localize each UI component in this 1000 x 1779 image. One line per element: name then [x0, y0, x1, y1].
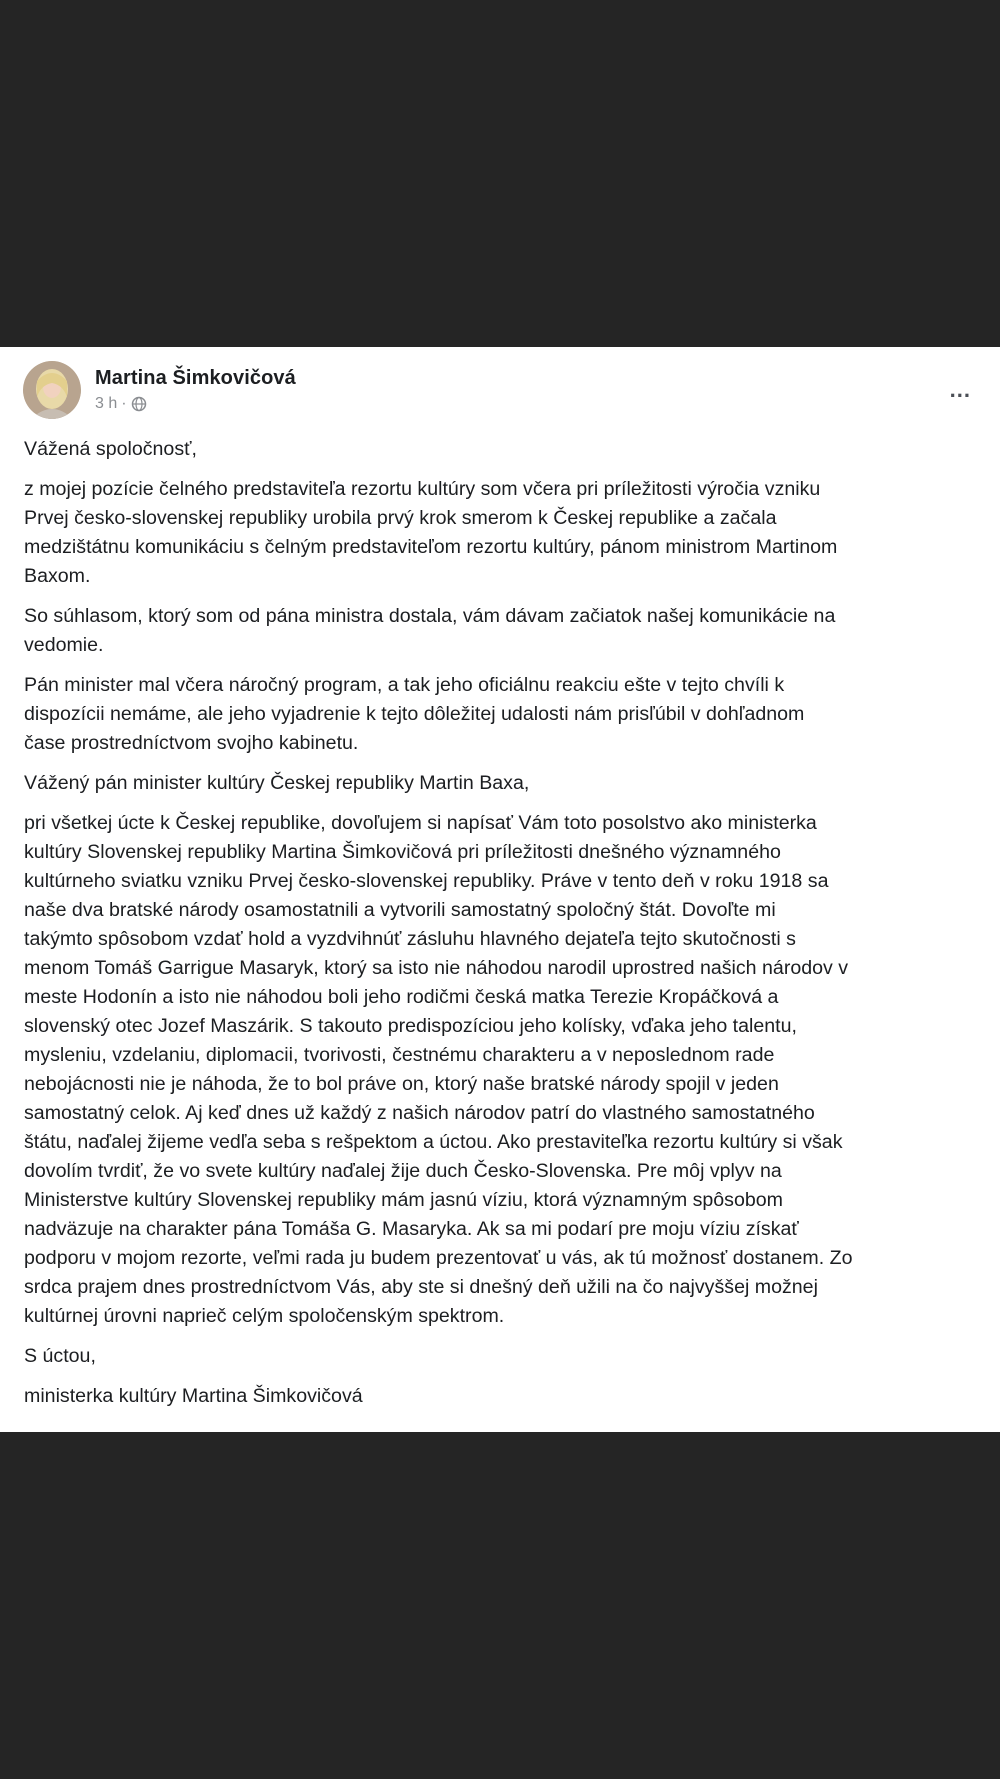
post-paragraph: S úctou,: [24, 1345, 96, 1367]
avatar-image: [23, 361, 81, 419]
facebook-post-card: [0, 347, 1000, 1432]
post-header: [23, 361, 977, 423]
post-paragraph: Pán minister mal včera náročný program, a tak jeho oficiálnu reakciu ešte v tejto chvíli k dispozícii nemáme, ale jeho vyjadrenie k tejto dôležitej udalosti nám prisľúbil v dohľadnom čase prostredníctvom svojho kabinetu.: [24, 674, 805, 754]
post-paragraph: pri všetkej úcte k Českej republike, dovoľujem si napísať Vám toto posolstvo ako ministerka kultúry Slovenskej republiky Martina Šimkovičová pri príležitosti dnešného významného kultúrneho sviatku vzniku Prvej česko-slovenskej republiky. Práve v tento deň v roku 1918 sa naše dva bratské národy osamostatnili a vytvorili samostatný spoločný štát. Dovoľte mi takýmto spôsobom vzdať hold a vyzdvihnúť zásluhu hlavného dejateľa tejto skutočnosti s menom Tomáš Garrigue Masaryk, ktorý sa isto nie náhodou narodil uprostred našich národov v meste Hodonín a isto nie náhodou boli jeho rodičmi česká matka Terezie Kropáčková a slovenský otec Jozef Maszárik. S takouto predispozíciou jeho kolísky, vďaka jeho talentu, mysleniu, vzdelaniu, diplomacii, tvorivosti, čestnému charakteru a v neposlednom rade nebojácnosti nie je náhoda, že to bol práve on, ktorý naše bratské národy spojil v jeden samostatný celok. Aj keď dnes už každý z našich národov patrí do vlastného samostatného štátu, naďalej žijeme vedľa seba s rešpektom a úctou. Ako prestaviteľka rezortu kultúry si však dovolím tvrdiť, že vo svete kultúry naďalej žije duch Česko-Slovenska. Pre môj vplyv na Ministerstve kultúry Slovenskej republiky mám jasnú víziu, ktorá významným spôsobom nadväzuje na charakter pána Tomáša G. Masaryka. Ak sa mi podarí pre moju víziu získať podporu v mojom rezorte, veľmi rada ju budem prezentovať u vás, ak tú možnosť dostanem. Zo srdca prajem dnes prostredníctvom Vás, aby ste si dnešný deň užili na čo najvyššej možnej kultúrnej úrovni naprieč celým spoločenským spektrom.: [24, 812, 853, 1327]
post-paragraph: Vážená spoločnosť,: [24, 438, 197, 460]
meta-separator: ·: [121, 395, 127, 412]
post-paragraph: z mojej pozície čelného predstaviteľa rezortu kultúry som včera pri príležitosti výročia vzniku Prvej česko-slovenskej republiky urobila prvý krok smerom k Českej republike a začala medzištátnu komunikáciu s čelným predstaviteľom rezortu kultúry, pánom ministrom Martinom Baxom.: [24, 478, 838, 587]
author-name[interactable]: Martina Šimkovičová: [95, 367, 296, 389]
post-paragraph: So súhlasom, ktorý som od pána ministra dostala, vám dávam začiatok našej komunikácie na vedomie.: [24, 605, 836, 656]
post-time[interactable]: 3 h: [95, 395, 118, 412]
more-options-icon[interactable]: ...: [949, 377, 971, 402]
post-meta: [95, 395, 147, 413]
post-paragraph: Vážený pán minister kultúry Českej republiky Martin Baxa,: [24, 772, 530, 794]
avatar[interactable]: [23, 361, 81, 419]
post-body: [24, 435, 984, 1422]
post-paragraph: ministerka kultúry Martina Šimkovičová: [24, 1385, 363, 1407]
globe-icon: [131, 396, 147, 412]
